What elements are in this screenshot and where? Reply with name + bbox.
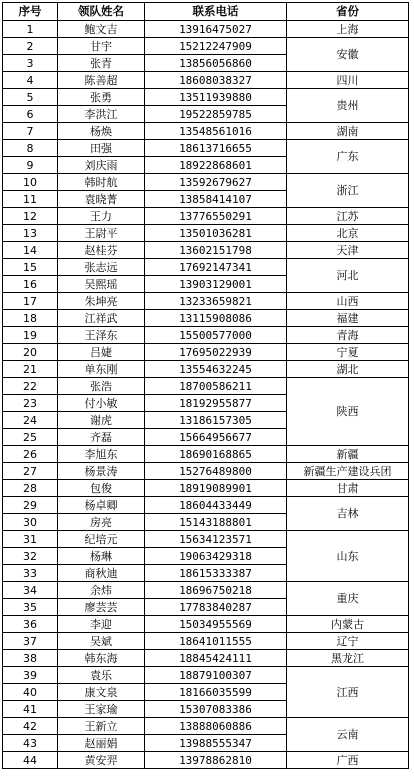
table-row <box>3 616 409 633</box>
row-number: 5 <box>3 89 58 106</box>
province-cell: 重庆 <box>287 582 409 616</box>
row-number: 8 <box>3 140 58 157</box>
row-number: 33 <box>3 565 58 582</box>
table-row <box>3 497 409 514</box>
table-row <box>3 242 409 259</box>
province-cell: 北京 <box>287 225 409 242</box>
leader-name: 江祥武 <box>58 310 145 327</box>
table-row <box>3 174 409 191</box>
phone-number: 13186157305 <box>145 412 287 429</box>
row-number: 20 <box>3 344 58 361</box>
province-cell: 河北 <box>287 259 409 293</box>
leader-name: 王尉平 <box>58 225 145 242</box>
leader-name: 纪培元 <box>58 531 145 548</box>
row-number: 15 <box>3 259 58 276</box>
phone-number: 13776550291 <box>145 208 287 225</box>
table-row <box>3 752 409 769</box>
row-number: 42 <box>3 718 58 735</box>
row-number: 6 <box>3 106 58 123</box>
phone-number: 13903129001 <box>145 276 287 293</box>
province-cell: 内蒙古 <box>287 616 409 633</box>
table-row <box>3 140 409 157</box>
table-row <box>3 72 409 89</box>
leader-name: 王泽东 <box>58 327 145 344</box>
province-cell: 广西 <box>287 752 409 769</box>
phone-number: 13978862810 <box>145 752 287 769</box>
phone-number: 13888060886 <box>145 718 287 735</box>
phone-number: 18615333387 <box>145 565 287 582</box>
row-number: 3 <box>3 55 58 72</box>
leader-name: 吴熙瑶 <box>58 276 145 293</box>
row-number: 44 <box>3 752 58 769</box>
province-cell: 宁夏 <box>287 344 409 361</box>
leader-name: 田强 <box>58 140 145 157</box>
province-cell: 云南 <box>287 718 409 752</box>
leader-name: 杨卓卿 <box>58 497 145 514</box>
leader-name: 韩时航 <box>58 174 145 191</box>
phone-number: 15500577000 <box>145 327 287 344</box>
leader-name: 商秋迪 <box>58 565 145 582</box>
province-cell: 浙江 <box>287 174 409 208</box>
leader-name: 李洪江 <box>58 106 145 123</box>
province-cell: 四川 <box>287 72 409 89</box>
table-row <box>3 633 409 650</box>
leader-name: 李迎 <box>58 616 145 633</box>
phone-number: 13858414107 <box>145 191 287 208</box>
leader-name: 陈善超 <box>58 72 145 89</box>
row-number: 41 <box>3 701 58 718</box>
table-row <box>3 208 409 225</box>
row-number: 43 <box>3 735 58 752</box>
province-cell: 甘肃 <box>287 480 409 497</box>
leader-name: 付小敏 <box>58 395 145 412</box>
row-number: 25 <box>3 429 58 446</box>
phone-number: 15034955569 <box>145 616 287 633</box>
province-cell: 江苏 <box>287 208 409 225</box>
province-cell: 辽宁 <box>287 633 409 650</box>
leader-name: 张勇 <box>58 89 145 106</box>
leader-name: 谢虎 <box>58 412 145 429</box>
leader-name: 韩东海 <box>58 650 145 667</box>
row-number: 29 <box>3 497 58 514</box>
table-row <box>3 480 409 497</box>
row-number: 23 <box>3 395 58 412</box>
row-number: 14 <box>3 242 58 259</box>
province-cell: 江西 <box>287 667 409 718</box>
phone-number: 18690168865 <box>145 446 287 463</box>
phone-number: 17695022939 <box>145 344 287 361</box>
row-number: 36 <box>3 616 58 633</box>
row-number: 37 <box>3 633 58 650</box>
table-row <box>3 327 409 344</box>
leader-name: 包俊 <box>58 480 145 497</box>
phone-number: 13856056860 <box>145 55 287 72</box>
phone-number: 15307083386 <box>145 701 287 718</box>
table-row <box>3 361 409 378</box>
leader-name: 王家瑜 <box>58 701 145 718</box>
phone-number: 15276489800 <box>145 463 287 480</box>
table-row <box>3 310 409 327</box>
table-row <box>3 718 409 735</box>
province-cell: 天津 <box>287 242 409 259</box>
phone-number: 18641011555 <box>145 633 287 650</box>
leader-name: 余炜 <box>58 582 145 599</box>
header-province: 省份 <box>287 3 409 21</box>
row-number: 38 <box>3 650 58 667</box>
phone-number: 18845424111 <box>145 650 287 667</box>
phone-number: 18604433449 <box>145 497 287 514</box>
row-number: 39 <box>3 667 58 684</box>
leader-name: 黄安羿 <box>58 752 145 769</box>
leader-name: 单东刚 <box>58 361 145 378</box>
row-number: 22 <box>3 378 58 395</box>
leader-name: 甘宇 <box>58 38 145 55</box>
province-cell: 新疆 <box>287 446 409 463</box>
row-number: 28 <box>3 480 58 497</box>
phone-number: 18696750218 <box>145 582 287 599</box>
phone-number: 13115908086 <box>145 310 287 327</box>
phone-number: 18700586211 <box>145 378 287 395</box>
phone-number: 13554632245 <box>145 361 287 378</box>
row-number: 34 <box>3 582 58 599</box>
row-number: 27 <box>3 463 58 480</box>
province-cell: 陕西 <box>287 378 409 446</box>
table-row <box>3 650 409 667</box>
row-number: 13 <box>3 225 58 242</box>
phone-number: 15212247909 <box>145 38 287 55</box>
table-row <box>3 344 409 361</box>
phone-number: 13511939880 <box>145 89 287 106</box>
phone-number: 18919089901 <box>145 480 287 497</box>
leader-contact-table <box>2 2 409 769</box>
leader-name: 齐磊 <box>58 429 145 446</box>
province-cell: 黑龙江 <box>287 650 409 667</box>
province-cell: 山西 <box>287 293 409 310</box>
leader-name: 张志远 <box>58 259 145 276</box>
province-cell: 吉林 <box>287 497 409 531</box>
table-body <box>3 21 409 769</box>
row-number: 30 <box>3 514 58 531</box>
phone-number: 13501036281 <box>145 225 287 242</box>
row-number: 40 <box>3 684 58 701</box>
table-row <box>3 463 409 480</box>
table-row <box>3 378 409 395</box>
phone-number: 18608038327 <box>145 72 287 89</box>
phone-number: 18192955877 <box>145 395 287 412</box>
phone-number: 18166035599 <box>145 684 287 701</box>
phone-number: 19063429318 <box>145 548 287 565</box>
phone-number: 13233659821 <box>145 293 287 310</box>
table-row <box>3 21 409 38</box>
row-number: 35 <box>3 599 58 616</box>
phone-number: 18613716655 <box>145 140 287 157</box>
row-number: 11 <box>3 191 58 208</box>
header-number: 序号 <box>3 3 58 21</box>
header-phone: 联系电话 <box>145 3 287 21</box>
leader-name: 李旭东 <box>58 446 145 463</box>
table-row <box>3 259 409 276</box>
table-row <box>3 225 409 242</box>
phone-number: 15634123571 <box>145 531 287 548</box>
leader-name: 王力 <box>58 208 145 225</box>
phone-number: 13548561016 <box>145 123 287 140</box>
leader-name: 张青 <box>58 55 145 72</box>
leader-name: 吕婕 <box>58 344 145 361</box>
row-number: 17 <box>3 293 58 310</box>
province-cell: 广东 <box>287 140 409 174</box>
row-number: 16 <box>3 276 58 293</box>
table-row <box>3 123 409 140</box>
row-number: 24 <box>3 412 58 429</box>
table-row <box>3 446 409 463</box>
province-cell: 上海 <box>287 21 409 38</box>
table-row <box>3 582 409 599</box>
leader-name: 张浩 <box>58 378 145 395</box>
leader-name: 赵桂芬 <box>58 242 145 259</box>
leader-name: 康文泉 <box>58 684 145 701</box>
phone-number: 19522859785 <box>145 106 287 123</box>
phone-number: 18922868601 <box>145 157 287 174</box>
leader-name: 袁乐 <box>58 667 145 684</box>
row-number: 10 <box>3 174 58 191</box>
table-row <box>3 293 409 310</box>
phone-number: 17783840287 <box>145 599 287 616</box>
row-number: 1 <box>3 21 58 38</box>
phone-number: 15143188801 <box>145 514 287 531</box>
province-cell: 福建 <box>287 310 409 327</box>
province-cell: 安徽 <box>287 38 409 72</box>
leader-name: 杨琳 <box>58 548 145 565</box>
province-cell: 贵州 <box>287 89 409 123</box>
province-cell: 湖北 <box>287 361 409 378</box>
table-row <box>3 531 409 548</box>
leader-name: 廖芸芸 <box>58 599 145 616</box>
province-cell: 山东 <box>287 531 409 582</box>
phone-number: 13916475027 <box>145 21 287 38</box>
row-number: 19 <box>3 327 58 344</box>
province-cell: 新疆生产建设兵团 <box>287 463 409 480</box>
header-row <box>3 3 409 21</box>
leader-name: 吴斌 <box>58 633 145 650</box>
row-number: 32 <box>3 548 58 565</box>
table-row <box>3 38 409 55</box>
leader-name: 王新立 <box>58 718 145 735</box>
phone-number: 13592679627 <box>145 174 287 191</box>
row-number: 31 <box>3 531 58 548</box>
row-number: 18 <box>3 310 58 327</box>
header-leader-name: 领队姓名 <box>58 3 145 21</box>
row-number: 26 <box>3 446 58 463</box>
phone-number: 18879100307 <box>145 667 287 684</box>
phone-number: 17692147341 <box>145 259 287 276</box>
leader-name: 杨焕 <box>58 123 145 140</box>
phone-number: 13602151798 <box>145 242 287 259</box>
leader-name: 袁晓菁 <box>58 191 145 208</box>
phone-number: 13988555347 <box>145 735 287 752</box>
row-number: 7 <box>3 123 58 140</box>
province-cell: 湖南 <box>287 123 409 140</box>
leader-name: 鲍文吉 <box>58 21 145 38</box>
row-number: 21 <box>3 361 58 378</box>
phone-number: 15664956677 <box>145 429 287 446</box>
table-row <box>3 89 409 106</box>
province-cell: 青海 <box>287 327 409 344</box>
row-number: 9 <box>3 157 58 174</box>
leader-name: 杨景涛 <box>58 463 145 480</box>
leader-name: 朱坤亮 <box>58 293 145 310</box>
row-number: 4 <box>3 72 58 89</box>
row-number: 2 <box>3 38 58 55</box>
table-row <box>3 667 409 684</box>
leader-name: 赵丽娟 <box>58 735 145 752</box>
leader-name: 刘庆雨 <box>58 157 145 174</box>
leader-name: 房亮 <box>58 514 145 531</box>
row-number: 12 <box>3 208 58 225</box>
